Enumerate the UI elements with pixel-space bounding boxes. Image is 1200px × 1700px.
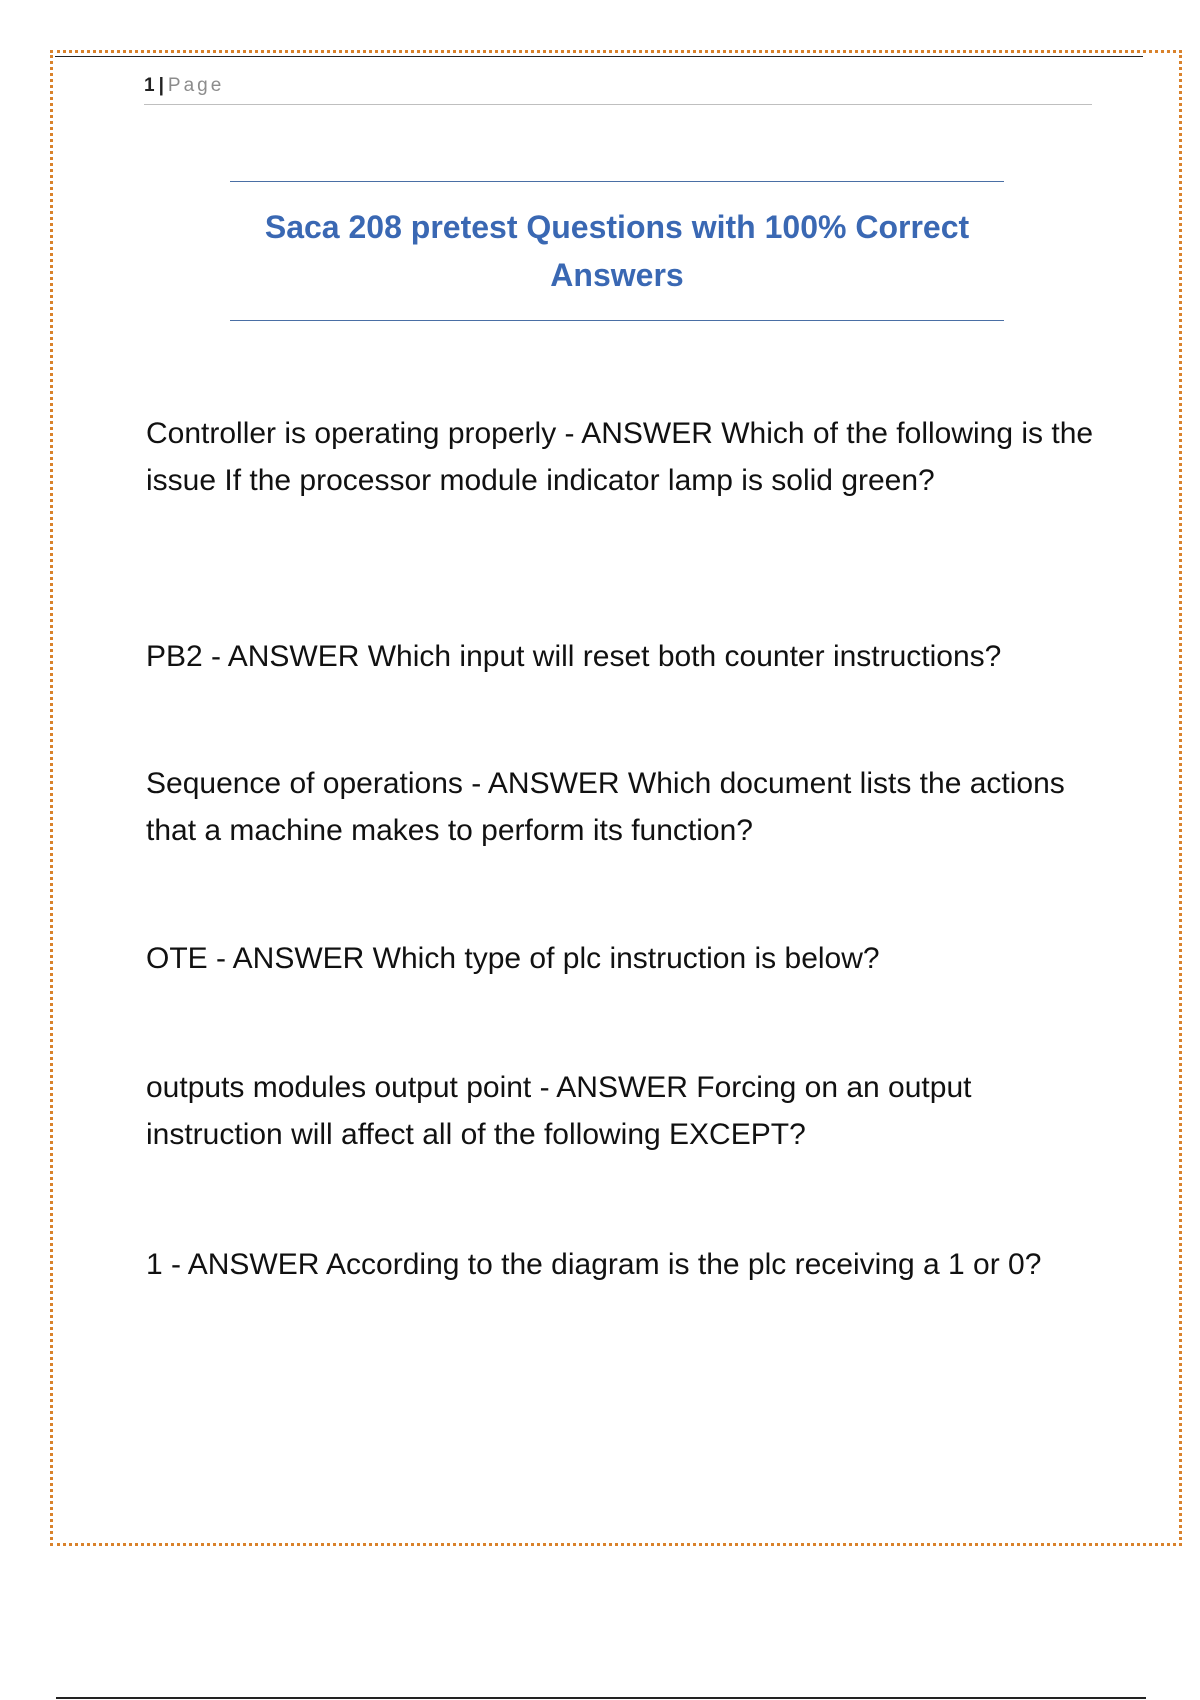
- header-top-rule: [55, 56, 1143, 57]
- page-header: [144, 74, 1092, 105]
- qa-item: Controller is operating properly - ANSWER Which of the following is the issue If the processor module indicator lamp is solid green?: [146, 417, 1094, 497]
- next-page-top-rule: [56, 1697, 1146, 1699]
- title-block: [230, 181, 1004, 321]
- qa-item: OTE - ANSWER Which type of plc instruction is below?: [146, 942, 880, 975]
- qa-item: 1 - ANSWER According to the diagram is the plc receiving a 1 or 0?: [146, 1248, 1042, 1281]
- qa-item: outputs modules output point - ANSWER Forcing on an output instruction will affect all of the following EXCEPT?: [146, 1071, 972, 1151]
- page-number: 1: [144, 75, 155, 96]
- qa-item: PB2 - ANSWER Which input will reset both counter instructions?: [146, 640, 1002, 673]
- page-label: Page: [167, 75, 225, 96]
- page-separator: |: [158, 75, 164, 96]
- qa-item: Sequence of operations - ANSWER Which document lists the actions that a machine makes to perform its function?: [146, 767, 1065, 847]
- document-title: Saca 208 pretest Questions with 100% Correct Answers: [264, 209, 970, 293]
